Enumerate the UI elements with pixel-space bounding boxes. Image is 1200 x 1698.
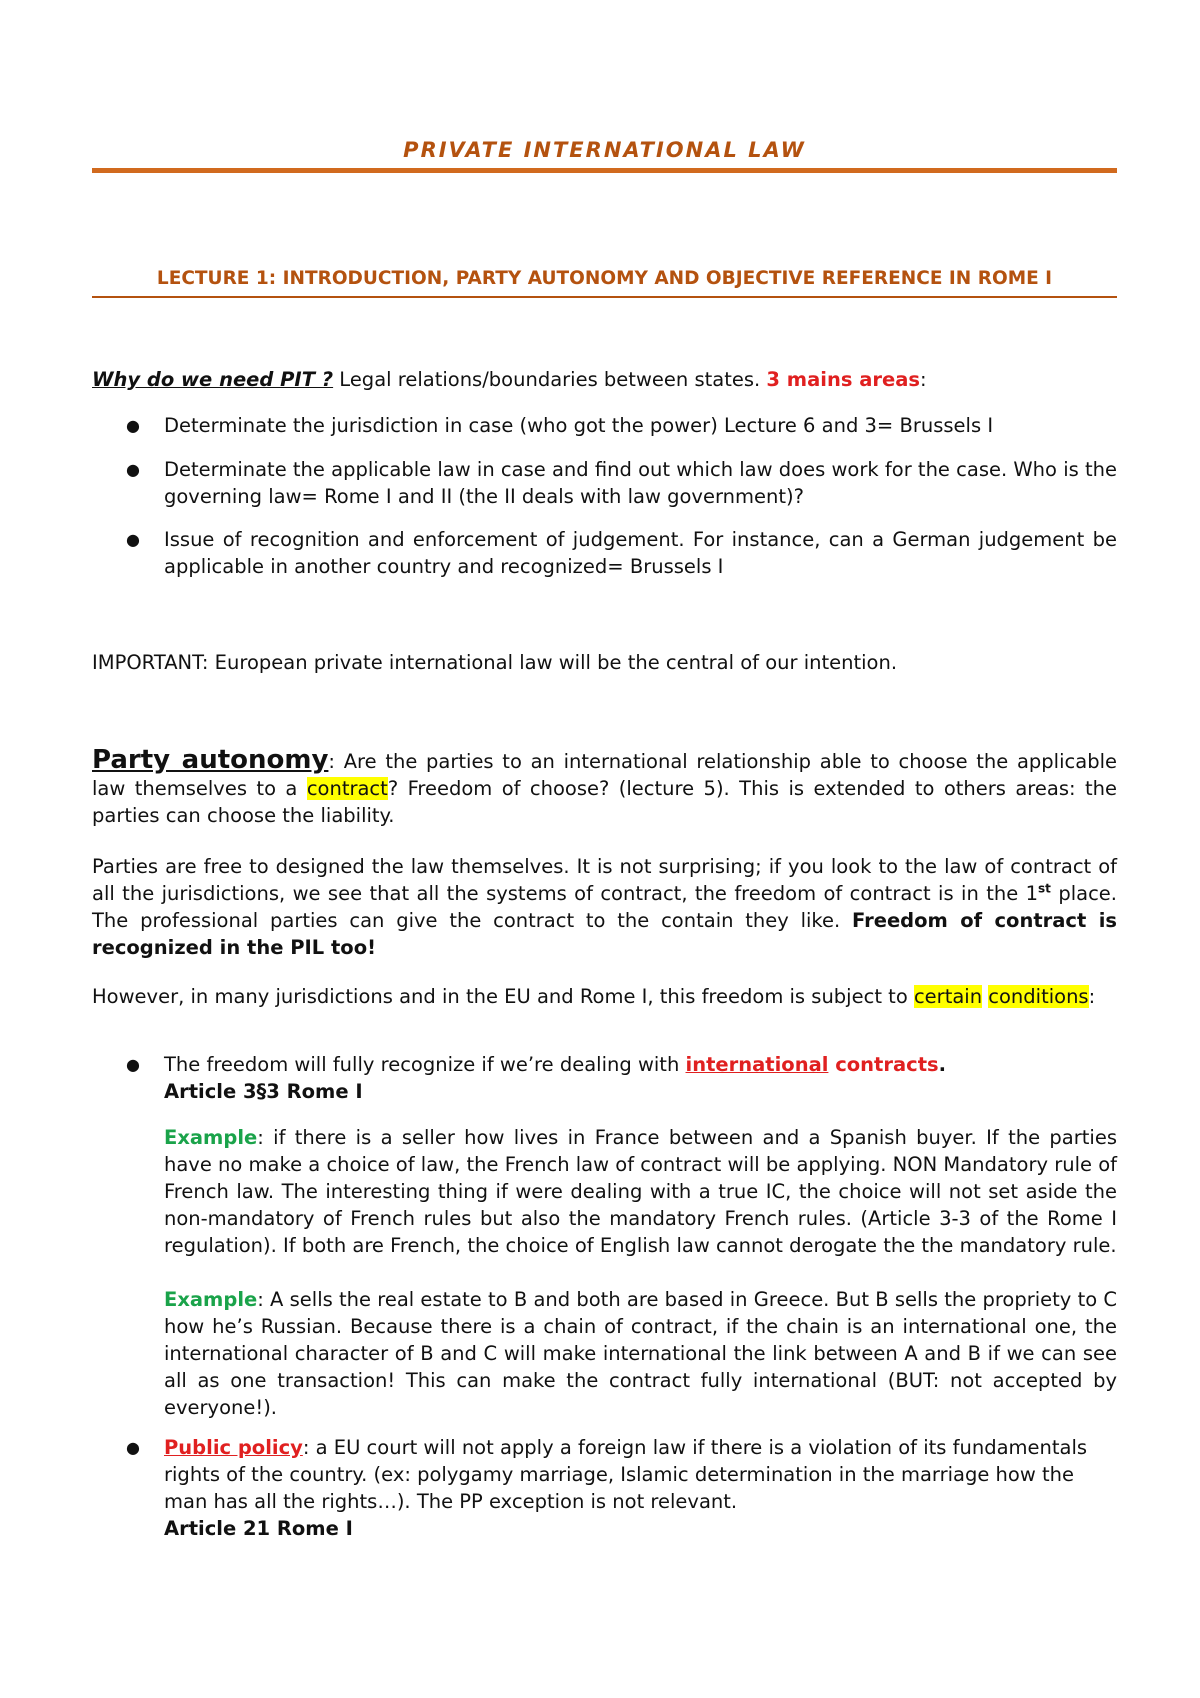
important-note: IMPORTANT: European private international law will be the central of our intention. bbox=[92, 651, 898, 674]
lecture-heading: LECTURE 1: INTRODUCTION, PARTY AUTONOMY AND OBJECTIVE REFERENCE IN ROME I bbox=[156, 268, 1053, 289]
example-1-text: : if there is a seller how lives in France between and a Spanish buyer. If the parties have no make a choice of law, the French law of contract will be applying. NON Mandatory rule of French law. The interesting thing if were dealing with a true IC, the choice will not set aside the non-mandatory of French rules but also the mandatory French rules. (Article 3-3 of the Rome I regulation). If both are French, the choice of English law cannot derogate the the mandatory rule. bbox=[164, 1126, 1117, 1257]
parties-text-2: place. The professional parties can give the contract to the contain they like. bbox=[92, 882, 1117, 932]
intl-contracts: contracts bbox=[828, 1053, 939, 1076]
list-item-international bbox=[164, 1051, 1117, 1105]
parties-bold: Freedom of contract is recognized in the PIL too! bbox=[92, 909, 1117, 959]
why-question: Why do we need PIT ? bbox=[92, 368, 334, 391]
intl-dot: . bbox=[938, 1053, 947, 1076]
why-areas: 3 mains areas bbox=[766, 368, 920, 391]
example-2-text: : A sells the real estate to B and both are based in Greece. But B sells the propriety to C how he’s Russian. Because there is a chain of contract, if the chain is an international one, the international character of B and C will make international the link between A and B if we can see all as one transaction! This can make the contract fully international (BUT: not accepted by everyone!). bbox=[164, 1288, 1117, 1419]
list-item: Determinate the applicable law in case and find out which law does work for the case. Who is the governing law= Rome I and II (the II deals with law government)? bbox=[164, 458, 1117, 508]
bullet-dot: ● bbox=[126, 1055, 140, 1074]
however-text-1: However, in many jurisdictions and in the EU and Rome I, this freedom is subject to bbox=[92, 985, 914, 1008]
however-paragraph bbox=[92, 983, 1117, 1010]
intl-red: international bbox=[685, 1053, 829, 1076]
example-label: Example bbox=[164, 1288, 258, 1311]
why-colon: : bbox=[919, 368, 927, 391]
party-text-2: ? Freedom of choose? (lecture 5). This is extended to others areas: the parties can choose the liability. bbox=[92, 777, 1117, 827]
example-label: Example bbox=[164, 1126, 258, 1149]
article-3-3: Article 3§3 Rome I bbox=[164, 1080, 363, 1103]
list-item: Determinate the jurisdiction in case (who got the power) Lecture 6 and 3= Brussels I bbox=[164, 414, 994, 437]
list-item: Issue of recognition and enforcement of judgement. For instance, can a German judgement be applicable in another country and recognized= Brussels I bbox=[164, 528, 1117, 578]
article-21: Article 21 Rome I bbox=[164, 1517, 353, 1540]
example-1 bbox=[164, 1124, 1117, 1259]
party-text-1: : Are the parties to an international relationship able to choose the applicable law themselves to a bbox=[92, 750, 1117, 800]
however-text-2: : bbox=[1088, 985, 1096, 1008]
intl-text: The freedom will fully recognize if we’re dealing with bbox=[164, 1053, 686, 1076]
list-item-public-policy bbox=[164, 1434, 1094, 1542]
example-2 bbox=[164, 1286, 1117, 1421]
public-policy-text: : a EU court will not apply a foreign law if there is a violation of its fundamentals rights of the country. (ex: polygamy marriage, Islamic determination in the marriage how the man has all the rights…). The PP exception is not relevant. bbox=[164, 1436, 1088, 1513]
document-title: PRIVATE INTERNATIONAL LAW bbox=[403, 138, 806, 162]
lecture-divider bbox=[92, 296, 1117, 298]
highlight-certain: certain bbox=[913, 985, 983, 1008]
parties-free-paragraph bbox=[92, 853, 1117, 961]
title-divider bbox=[92, 168, 1117, 173]
party-autonomy-paragraph bbox=[92, 747, 1117, 829]
highlight-contract: contract bbox=[306, 777, 388, 800]
why-paragraph bbox=[92, 366, 1117, 393]
party-autonomy-heading: Party autonomy bbox=[92, 745, 329, 775]
superscript-st: st bbox=[1038, 881, 1051, 896]
bullet-dot: ● bbox=[126, 460, 140, 479]
parties-text-1: Parties are free to designed the law themselves. It is not surprising; if you look to the law of contract of all the jurisdictions, we see that all the systems of contract, the freedom of contract is in the 1 bbox=[92, 855, 1117, 905]
highlight-conditions: conditions bbox=[988, 985, 1089, 1008]
why-text: Legal relations/boundaries between states. bbox=[333, 368, 767, 391]
bullet-dot: ● bbox=[126, 416, 140, 435]
bullet-dot: ● bbox=[126, 1438, 140, 1457]
bullet-dot: ● bbox=[126, 530, 140, 549]
public-policy-label: Public policy bbox=[164, 1436, 303, 1459]
